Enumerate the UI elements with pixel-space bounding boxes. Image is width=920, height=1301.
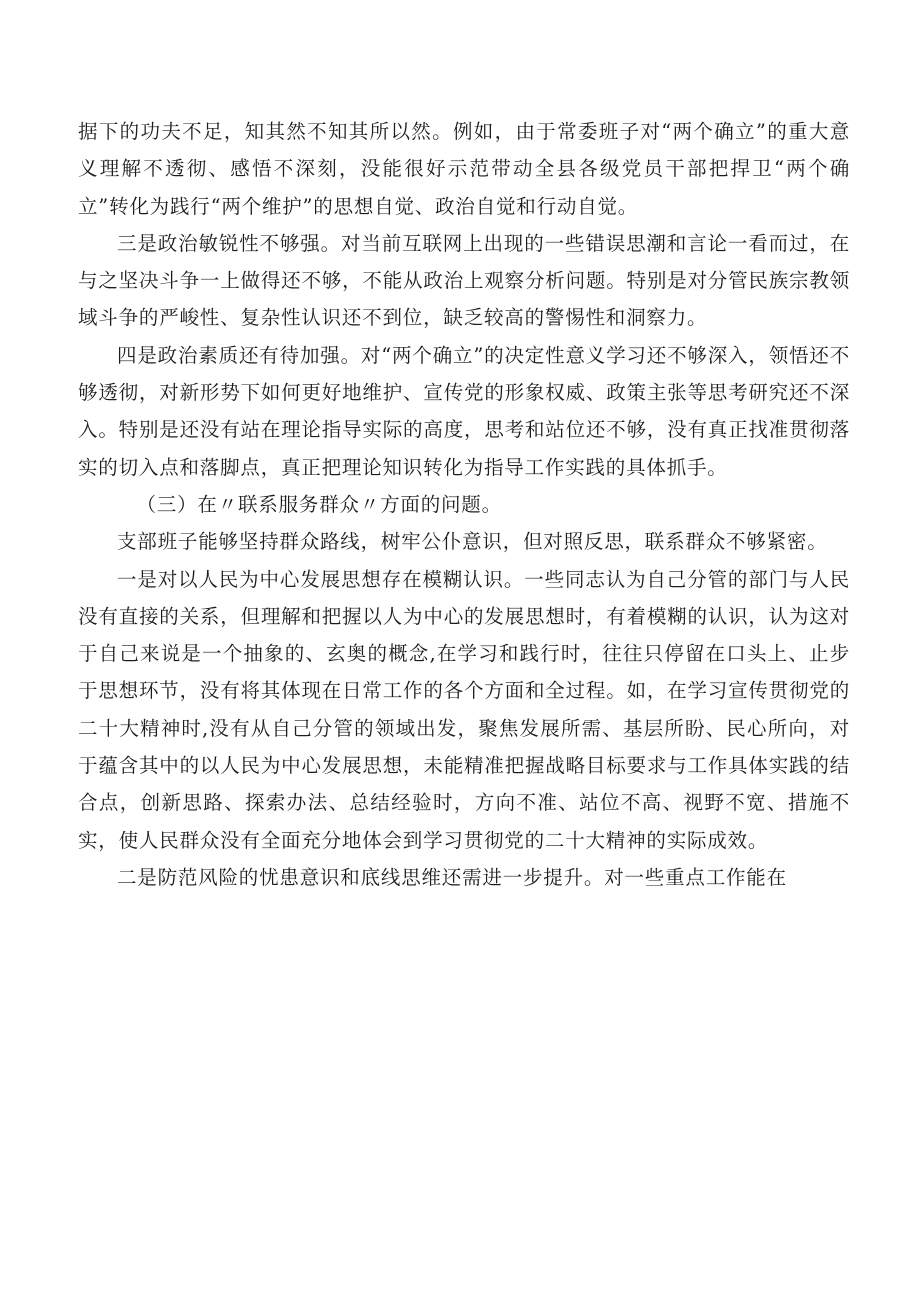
paragraph-point-one: 一是对以人民为中心发展思想存在模糊认识。一些同志认为自己分管的部门与人民没有直接的关系，但理解和把握以人为中心的发展思想时，有着模糊的认识，认为这对于自己来说是一个抽象的、玄奥的概念,在学习和践行时，往往只停留在口头上、止步于思想环节，没有将其体现在日常工作的各个方面和全过程。如，在学习宣传贯彻党的二十大精神时,没有从自己分管的领域出发，聚焦发展所需、基层所盼、民心所向，对于蕴含其中的以人民为中心发展思想，未能精准把握战略目标要求与工作具体实践的结合点，创新思路、探索办法、总结经验时，方向不准、站位不高、视野不宽、措施不实，使人民群众没有全面充分地体会到学习贯彻党的二十大精神的实际成效。 — [78, 567, 850, 852]
paragraph-section-intro: 支部班子能够坚持群众路线，树牢公仆意识，但对照反思，联系群众不够紧密。 — [117, 530, 828, 554]
document-body — [78, 113, 850, 896]
paragraph-point-three: 三是政治敏锐性不够强。对当前互联网上出现的一些错误思潮和言论一看而过，在与之坚决斗争一上做得还不够，不能从政治上观察分析问题。特别是对分管民族宗教领域斗争的严峻性、复杂性认识还不到位，缺乏较高的警惕性和洞察力。 — [78, 231, 850, 330]
section-heading: （三）在〃联系服务群众〃方面的问题。 — [136, 492, 502, 516]
paragraph-point-four: 四是政治素质还有待加强。对“两个确立”的决定性意义学习还不够深入，领悟还不够透彻，对新形势下如何更好地维护、宣传党的形象权威、政策主张等思考研究还不深入。特别是还没有站在理论指导实际的高度，思考和站位还不够，没有真正找准贯彻落实的切入点和落脚点，真正把理论知识转化为指导工作实践的具体抓手。 — [78, 343, 850, 479]
paragraph-continuation: 据下的功夫不足，知其然不知其所以然。例如，由于常委班子对“两个确立”的重大意义理解不透彻、感悟不深刻，没能很好示范带动全县各级党员干部把捍卫“两个确立”转化为践行“两个维护”的思想自觉、政治自觉和行动自觉。 — [78, 120, 850, 218]
paragraph-point-two: 二是防范风险的忧患意识和底线思维还需进一步提升。对一些重点工作能在 — [117, 865, 787, 889]
